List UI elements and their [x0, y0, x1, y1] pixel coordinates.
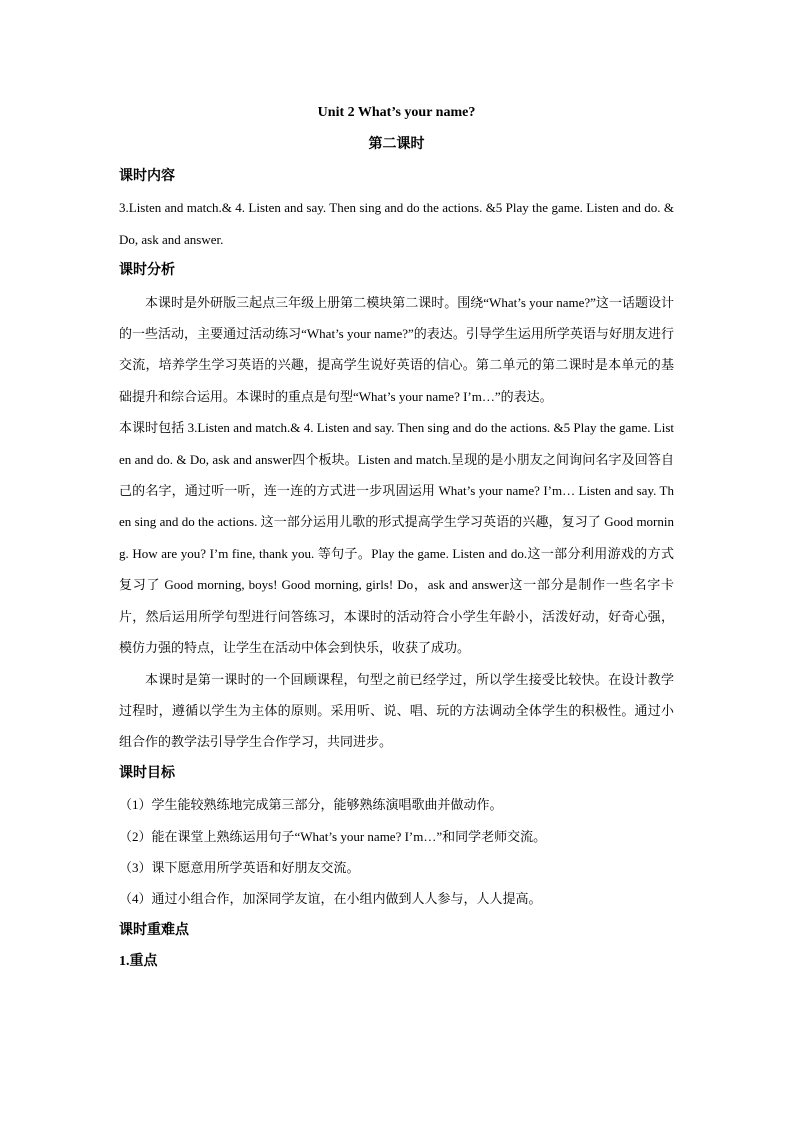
- content-text: 3.Listen and match.& 4. Listen and say. Then sing and do the actions. &5 Play the game. Listen and do. & Do, ask and answer.: [119, 200, 674, 247]
- goal-item-4: （4）通过小组合作，加深同学友谊，在小组内做到人人参与，人人提高。: [119, 891, 542, 907]
- goal-item-2: （2）能在课堂上熟练运用句子“What’s your name? I’m…”和同学老师交流。: [119, 828, 547, 844]
- heading-keypoints: 课时重难点: [119, 922, 189, 938]
- goal-item-3: （3）课下愿意用所学英语和好朋友交流。: [119, 859, 360, 875]
- heading-goals: 课时目标: [119, 765, 175, 781]
- goal-item-1: （1）学生能较熟练地完成第三部分，能够熟练演唱歌曲并做动作。: [119, 797, 503, 813]
- subheading-keypoint-1: 1.重点: [119, 954, 158, 970]
- analysis-paragraph-1: 本课时是外研版三起点三年级上册第二模块第二课时。围绕“What’s your name?”这一话题设计的一些活动，主要通过活动练习“What’s your name?”的表达。引导学生运用所学英语与好朋友进行交流，培养学生学习英语的兴趣，提高学生说好英语的信心。第二单元的第二课时是本单元的基础提升和综合运用。本课时的重点是句型“What’s your name? I’m…”的表达。: [119, 294, 674, 404]
- analysis-paragraph-2: 本课时包括 3.Listen and match.& 4. Listen and say. Then sing and do the actions. &5 Play the game. Listen and do. & Do, ask and answer四个板块。Listen and match.呈现的是小朋友之间询问名字及回答自己的名字，通过听一听，连一连的方式进一步巩固运用 What’s your name? I’m… Listen and say. Then sing and do the actions. 这一部分运用儿歌的形式提高学生学习英语的兴趣，复习了 Good morning. How are you? I’m fine, thank you. 等句子。Play the game. Listen and do.这一部分利用游戏的方式复习了 Good morning, boys! Good morning, girls! Do，ask and answer这一部分是制作一些名字卡片，然后运用所学句型进行问答练习，本课时的活动符合小学生年龄小，活泼好动，好奇心强，模仿力强的特点，让学生在活动中体会到快乐，收获了成功。: [119, 420, 674, 656]
- page-title: Unit 2 What’s your name?: [317, 105, 476, 120]
- heading-content: 课时内容: [119, 169, 175, 184]
- page-subtitle: 第二课时: [368, 137, 425, 152]
- analysis-paragraph-3: 本课时是第一课时的一个回顾课程，句型之前已经学过，所以学生接受比较快。在设计教学过程时，遵循以学生为主体的原则。采用听、说、唱、玩的方法调动全体学生的积极性。通过小组合作的教学法引导学生合作学习，共同进步。: [119, 671, 674, 750]
- heading-analysis: 课时分析: [119, 263, 175, 279]
